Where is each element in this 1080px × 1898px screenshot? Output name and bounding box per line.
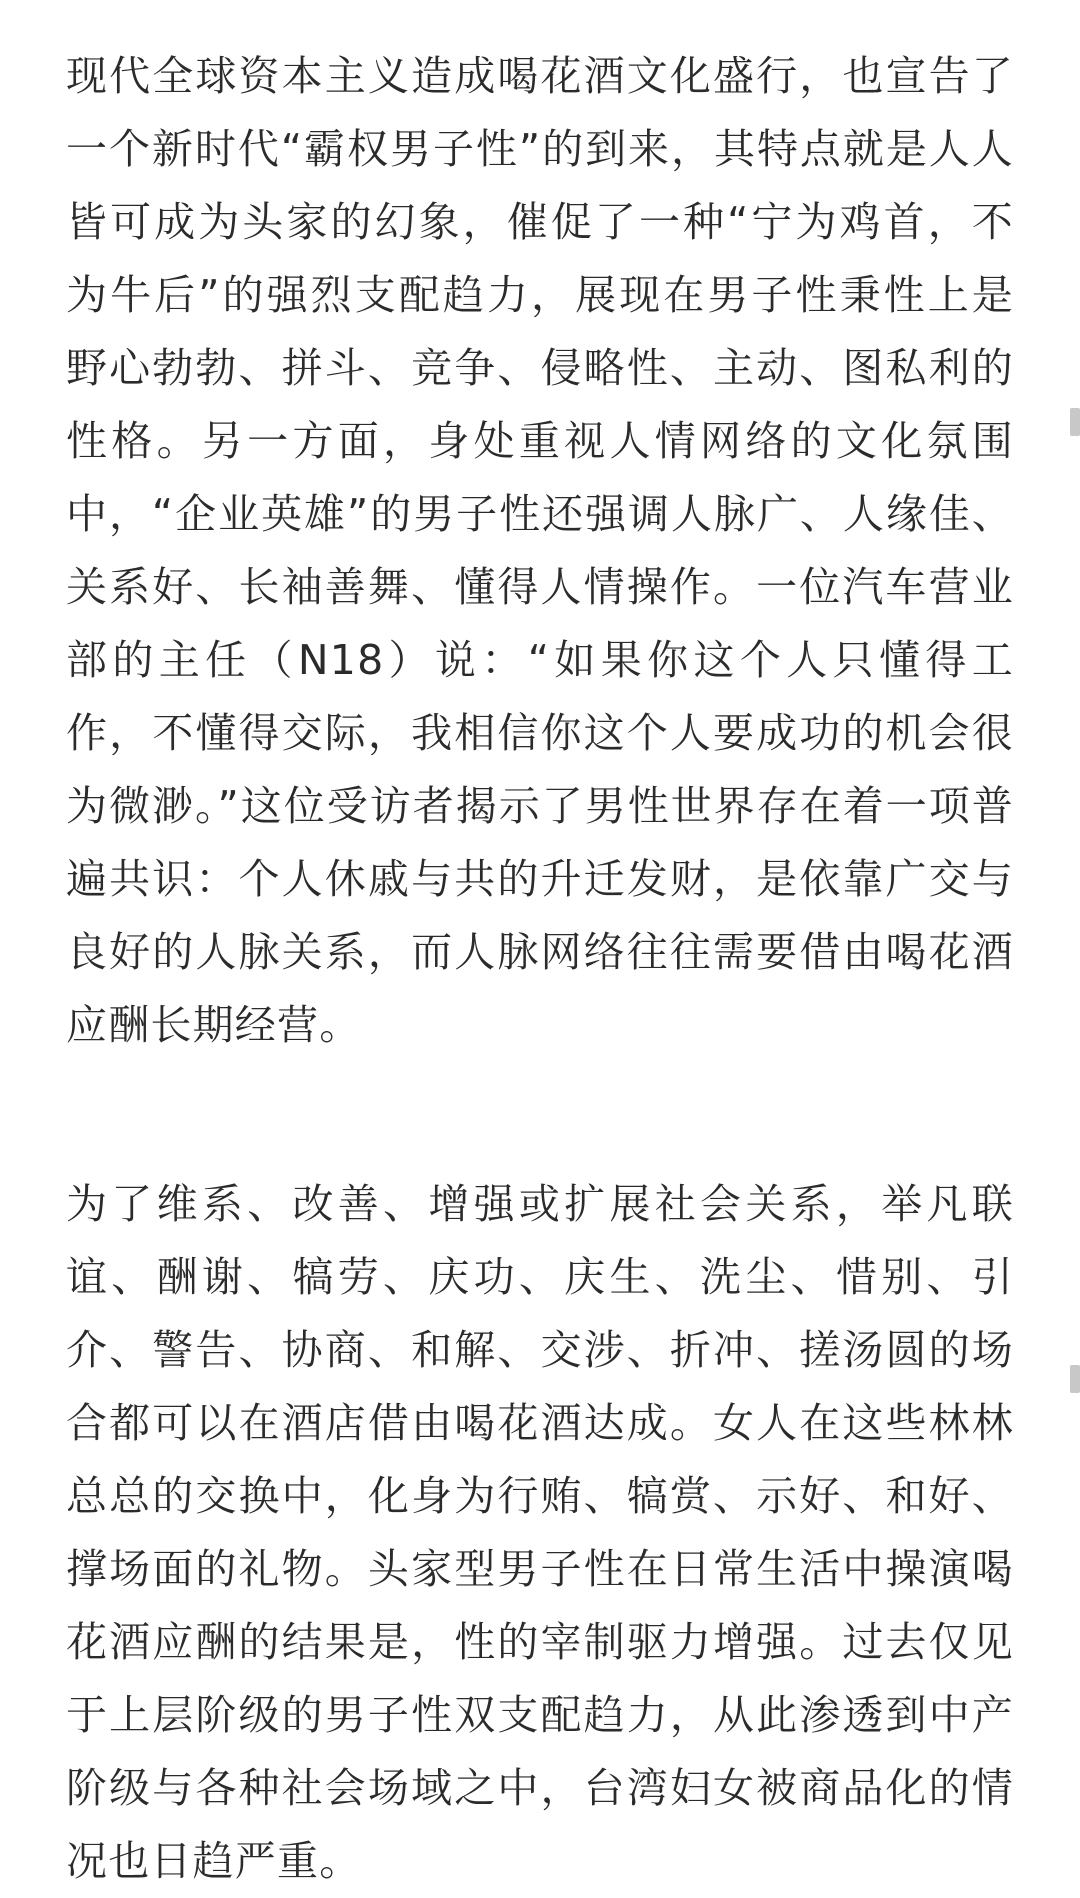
scroll-indicator[interactable] [1070, 408, 1080, 436]
paragraph-spacer [66, 1062, 1014, 1168]
article-body [66, 40, 1014, 1898]
paragraph-2: 为了维系、改善、增强或扩展社会关系，举凡联谊、酬谢、犒劳、庆功、庆生、洗尘、惜别、引介、警告、协商、和解、交涉、折冲、搓汤圆的场合都可以在酒店借由喝花酒达成。女人在这些林林总总的交换中，化身为行贿、犒赏、示好、和好、撑场面的礼物。头家型男子性在日常生活中操演喝花酒应酬的结果是，性的宰制驱力增强。过去仅见于上层阶级的男子性双支配趋力，从此渗透到中产阶级与各种社会场域之中，台湾妇女被商品化的情况也日趋严重。 [66, 1180, 1014, 1885]
scroll-indicator[interactable] [1070, 1365, 1080, 1393]
paragraph-1: 现代全球资本主义造成喝花酒文化盛行，也宣告了一个新时代“霸权男子性”的到来，其特点就是人人皆可成为头家的幻象，催促了一种“宁为鸡首，不为牛后”的强烈支配趋力，展现在男子性秉性上是野心勃勃、拼斗、竞争、侵略性、主动、图私利的性格。另一方面，身处重视人情网络的文化氛围中，“企业英雄”的男子性还强调人脉广、人缘佳、关系好、长袖善舞、懂得人情操作。一位汽车营业部的主任（N18）说：“如果你这个人只懂得工作，不懂得交际，我相信你这个人要成功的机会很为微渺。”这位受访者揭示了男性世界存在着一项普遍共识：个人休戚与共的升迁发财，是依靠广交与良好的人脉关系，而人脉网络往往需要借由喝花酒应酬长期经营。 [66, 52, 1014, 1049]
